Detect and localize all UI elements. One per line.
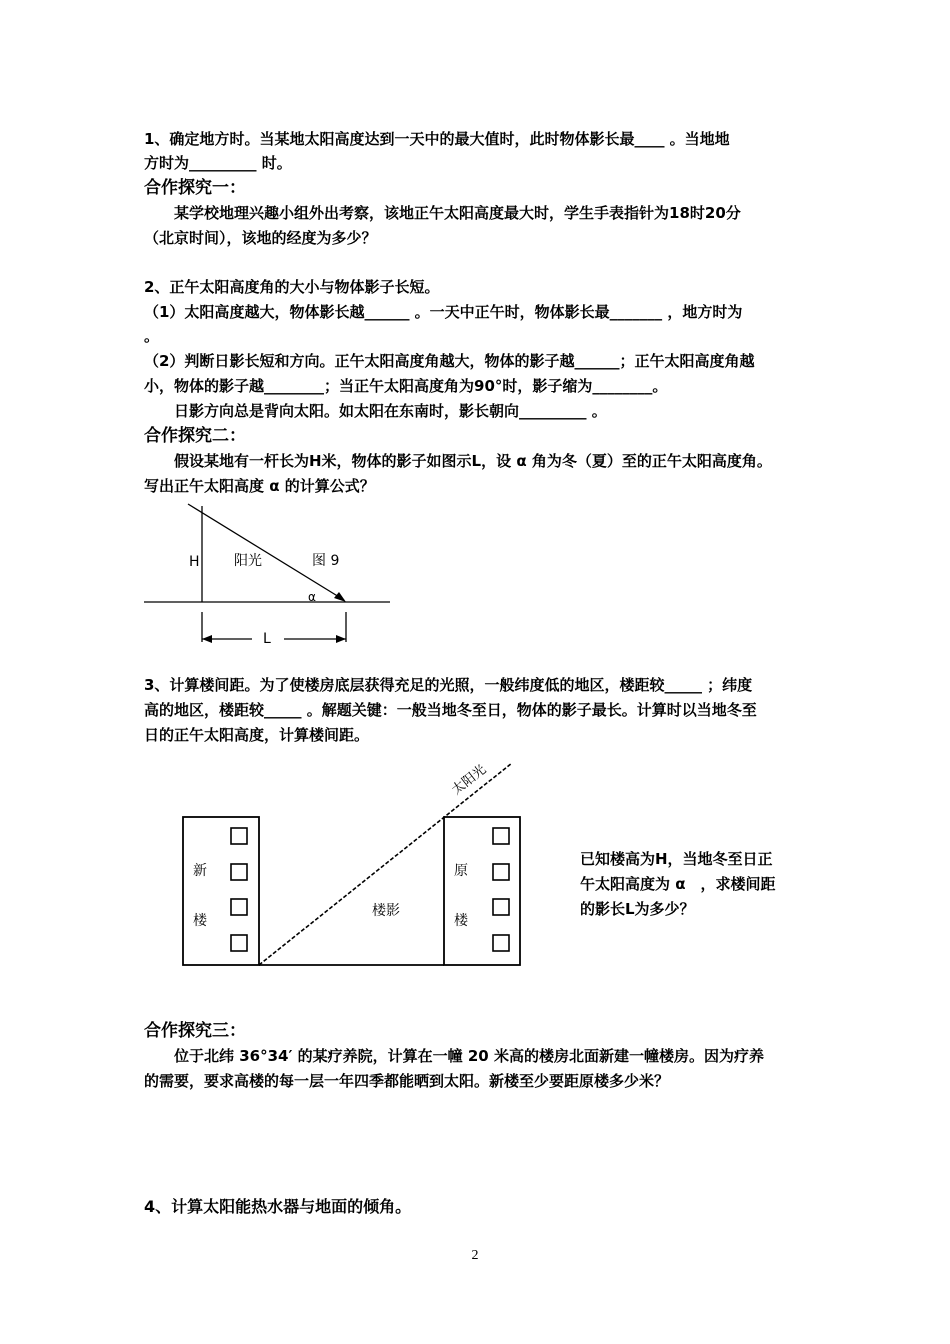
new-building-window [231, 828, 247, 844]
new-building-window [231, 864, 247, 880]
section3-line1: 3、计算楼间距。为了使楼房底层获得充足的光照，一般纬度低的地区，楼距较_____ ；纬度 [144, 676, 753, 694]
heading-explore-2: 合作探究二： [144, 426, 246, 446]
page-number: 2 [471, 1248, 479, 1263]
sunlight-label: 阳光 [234, 553, 262, 569]
section3-line2: 高的地区，楼距较_____ 。解题关键：一般当地冬至日，物体的影子最长。计算时以当地冬至 [144, 701, 757, 719]
heading-explore-1: 合作探究一： [144, 178, 246, 198]
section2-title: 2、正午太阳高度角的大小与物体影子长短。 [144, 278, 440, 296]
section4-title: 4、计算太阳能热水器与地面的倾角。 [144, 1197, 412, 1216]
section2-point3: 日影方向总是背向太阳。如太阳在东南时，影长朝向_________ 。 [144, 402, 607, 420]
section2-point1-line1: （1）太阳高度越大，物体影长越______ 。一天中正午时，物体影长最_______ ，地方时为 [144, 303, 743, 321]
figure-9-diagram [140, 500, 395, 650]
h-label: H [189, 554, 200, 570]
figure-label: 图 9 [312, 553, 340, 569]
explore2-question-line2: 写出正午太阳高度 α 的计算公式？ [144, 477, 375, 495]
building-shadow-diagram [180, 755, 525, 970]
new-building-char-1: 新 [193, 863, 207, 879]
l-arrow-left [202, 635, 212, 643]
old-building-window [493, 864, 509, 880]
sunlight-label: 太阳光 [449, 762, 490, 799]
section1-line2: 方时为_________ 时。 [144, 154, 292, 172]
section2-point2-line2: 小，物体的影子越________；当正午太阳高度角为90°时，影子缩为________。 [144, 377, 668, 395]
heading-explore-3: 合作探究三： [144, 1021, 246, 1041]
l-arrow-right [336, 635, 346, 643]
old-building-char-1: 原 [454, 863, 468, 879]
shadow-label: 楼影 [372, 903, 400, 919]
building-note-line1: 已知楼高为H，当地冬至日正 [580, 850, 773, 868]
building-note-line2: 午太阳高度为 α ，求楼间距 [580, 875, 776, 893]
ray-arrowhead [334, 592, 346, 602]
old-building-window [493, 828, 509, 844]
l-label: L [263, 631, 271, 647]
explore3-question-line2: 的需要，要求高楼的每一层一年四季都能晒到太阳。新楼至少要距原楼多少米？ [144, 1072, 670, 1090]
old-building-window [493, 899, 509, 915]
new-building-window [231, 935, 247, 951]
section3-line3: 日的正午太阳高度，计算楼间距。 [144, 726, 370, 744]
old-building-char-2: 楼 [454, 913, 468, 929]
explore1-question-line1: 某学校地理兴趣小组外出考察，该地正午太阳高度最大时，学生手表指针为18时20分 [144, 204, 741, 222]
sunlight-ray [259, 763, 512, 965]
section2-point2-line1: （2）判断日影长短和方向。正午太阳高度角越大，物体的影子越______；正午太阳高度角越 [144, 352, 755, 370]
explore2-question-line1: 假设某地有一杆长为H米，物体的影子如图示L，设 α 角为冬（夏）至的正午太阳高度角。 [144, 452, 772, 470]
alpha-label: α [308, 590, 316, 604]
section1-line1: 1、确定地方时。当某地太阳高度达到一天中的最大值时，此时物体影长最____ 。当地地 [144, 130, 730, 148]
sunlight-ray [188, 504, 344, 600]
explore1-question-line2: （北京时间），该地的经度为多少？ [144, 229, 377, 247]
new-building-char-2: 楼 [193, 913, 207, 929]
explore3-question-line1: 位于北纬 36°34′ 的某疗养院，计算在一幢 20 米高的楼房北面新建一幢楼房。因为疗养 [144, 1047, 764, 1065]
new-building-window [231, 899, 247, 915]
old-building-window [493, 935, 509, 951]
building-note-line3: 的影长L为多少？ [580, 900, 695, 918]
section2-point1-line2: 。 [144, 327, 160, 345]
